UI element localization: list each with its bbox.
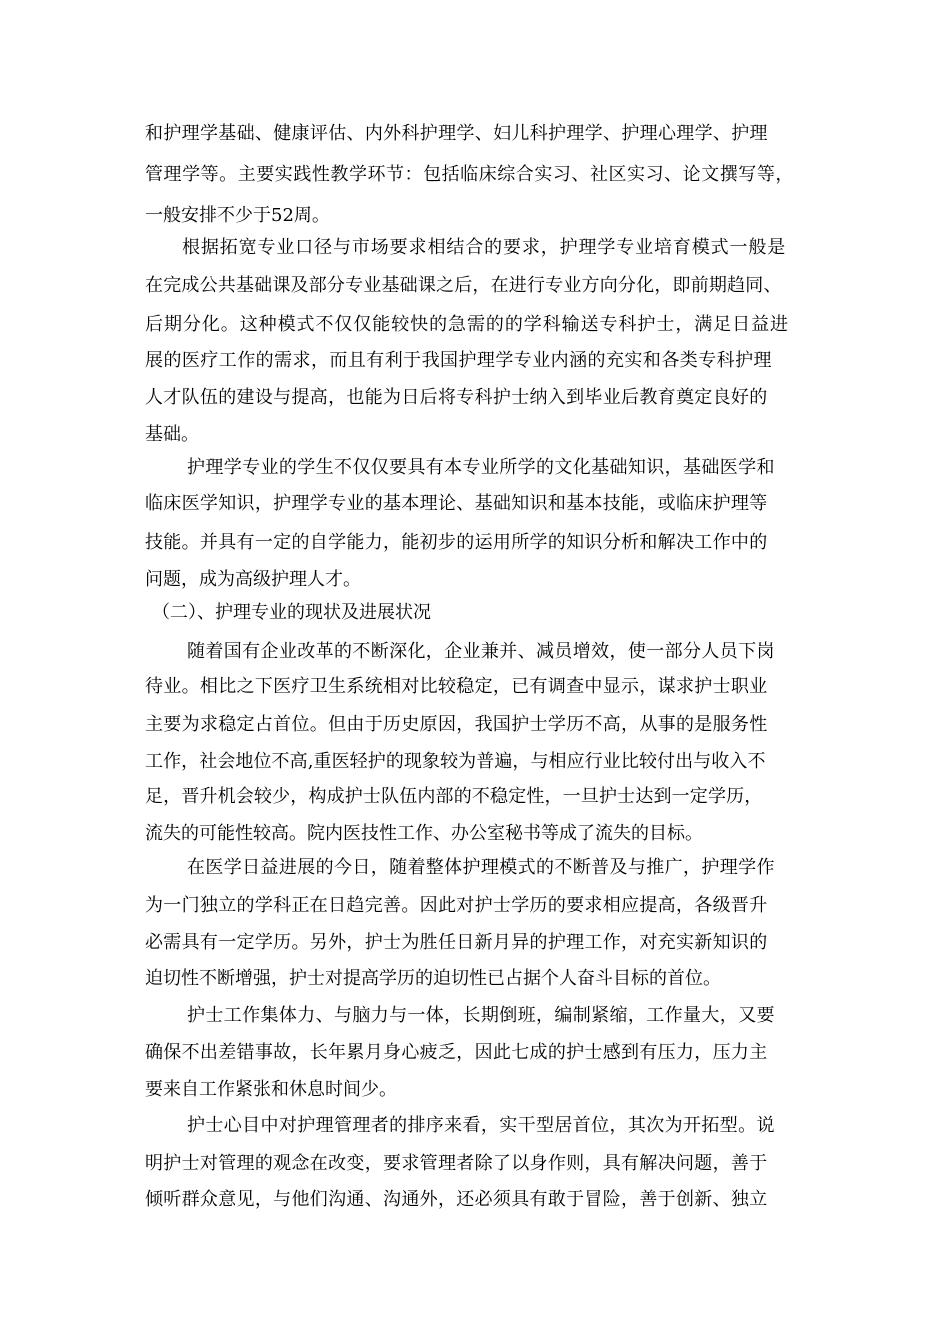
- text-line: 人才队伍的建设与提高，也能为日后将专科护士纳入到毕业后教育奠定良好的: [145, 387, 768, 408]
- text-line: 流失的可能性较高。院内医技性工作、办公室秘书等成了流失的目标。: [145, 823, 703, 844]
- text-line: 在医学日益进展的今日，随着整体护理模式的不断普及与推广，护理学作: [187, 857, 775, 878]
- text-line: 确保不出差错事故，长年累月身心疲乏，因此七成的护士感到有压力，压力主: [145, 1042, 768, 1063]
- text-line: 足，晋升机会较少，构成护士队伍内部的不稳定性，一旦护士达到一定学历，: [145, 786, 763, 807]
- text-line: 一般安排不少于52周。: [145, 205, 330, 226]
- text-line: 展的医疗工作的需求，而且有利于我国护理学专业内涵的充实和各类专科护理: [145, 350, 772, 371]
- text-line: 要来自工作紧张和休息时间少。: [145, 1079, 397, 1100]
- text-line: 临床医学知识，护理学专业的基本理论、基础知识和基本技能，或临床护理等: [145, 493, 768, 514]
- text-line: 问题，成为高级护理人才。: [145, 569, 361, 590]
- text-line: 必需具有一定学历。另外，护士为胜任日新月异的护理工作，对充实新知识的: [145, 932, 768, 953]
- text-line: 主要为求稳定占首位。但由于历史原因，我国护士学历不高，从事的是服务性: [145, 714, 768, 735]
- text-line: 在完成公共基础课及部分专业基础课之后，在进行专业方向分化，即前期趋同、: [145, 275, 782, 296]
- text-line: 基础。: [145, 424, 199, 445]
- text-line: 工作，社会地位不高,重医轻护的现象较为普遍，与相应行业比较付出与收入不: [145, 751, 766, 772]
- text-line: 随着国有企业改革的不断深化，企业兼并、减员增效，使一部分人员下岗: [187, 641, 775, 662]
- text-line: 倾听群众意见，与他们沟通、沟通外，还必须具有敢于冒险，善于创新、独立: [145, 1189, 768, 1210]
- text-line: 迫切性不断增强，护士对提高学历的迫切性已占据个人奋斗目标的首位。: [145, 968, 721, 989]
- text-line: 为一门独立的学科正在日趋完善。因此对护士学历的要求相应提高，各级晋升: [145, 895, 768, 916]
- text-line: 护士心目中对护理管理者的排序来看，实干型居首位，其次为开拓型。说: [187, 1115, 775, 1136]
- text-line: 护理学专业的学生不仅仅要具有本专业所学的文化基础知识，基础医学和: [187, 457, 775, 478]
- text-line: 待业。相比之下医疗卫生系统相对比较稳定，已有调查中显示，谋求护士职业: [145, 676, 768, 697]
- text-line: 护士工作集体力、与脑力与一体，长期倒班，编制紧缩，工作量大，又要: [187, 1005, 775, 1026]
- text-line: 明护士对管理的观念在改变，要求管理者除了以身作则，具有解决问题，善于: [145, 1153, 768, 1174]
- text-line: 后期分化。这种模式不仅仅能较快的急需的的学科输送专科护士，满足日益进: [145, 314, 789, 335]
- text-line: 技能。并具有一定的自学能力，能初步的运用所学的知识分析和解决工作中的: [145, 532, 768, 553]
- section-heading: （二）、护理专业的现状及进展状况: [152, 602, 431, 623]
- text-line: 管理学等。主要实践性教学环节：包括临床综合实习、社区实习、论文撰写等，: [145, 164, 794, 185]
- text-line: 和护理学基础、健康评估、内外科护理学、妇儿科护理学、护理心理学、护理: [145, 123, 768, 144]
- text-line: 根据拓宽专业口径与市场要求相结合的要求，护理学专业培育模式一般是: [182, 237, 787, 258]
